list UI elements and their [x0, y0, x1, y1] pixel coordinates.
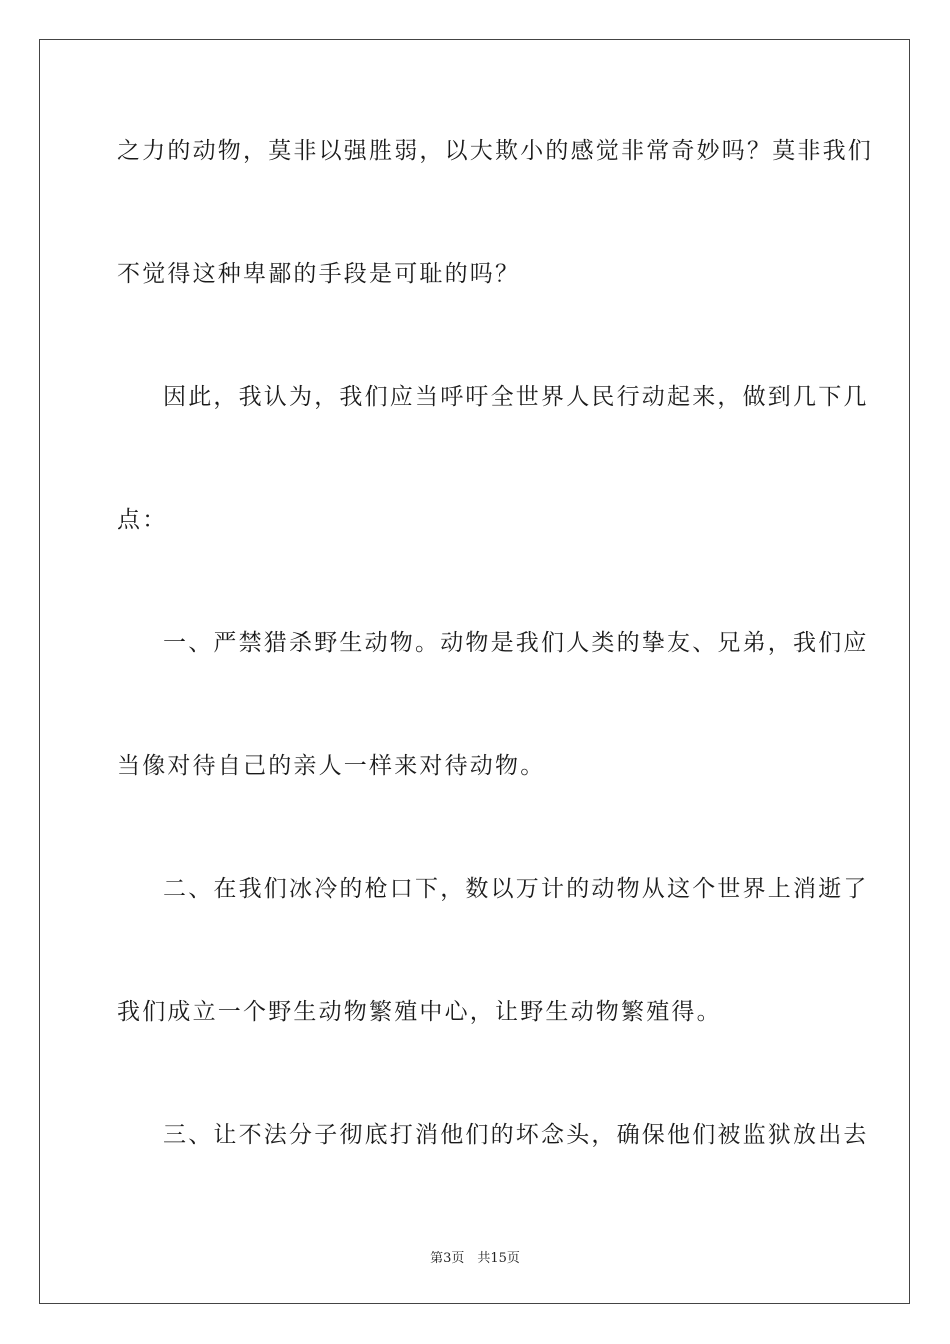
paragraph-start-line: 一、严禁猎杀野生动物。动物是我们人类的挚友、兄弟，我们应 [163, 630, 869, 656]
text-line: 点： [117, 507, 168, 533]
text-line: 不觉得这种卑鄙的手段是可耻的吗？ [117, 261, 521, 287]
text-line: 我们成立一个野生动物繁殖中心，让野生动物繁殖得。 [117, 999, 722, 1025]
paragraph-start-line: 三、让不法分子彻底打消他们的坏念头，确保他们被监狱放出去 [163, 1122, 869, 1148]
text-line: 之力的动物，莫非以强胜弱，以大欺小的感觉非常奇妙吗？莫非我们 [117, 138, 873, 164]
paragraph-start-line: 因此，我认为，我们应当呼吁全世界人民行动起来，做到几下几 [163, 384, 869, 410]
page-number-footer: 第3页 共15页 [430, 1251, 520, 1266]
text-line: 当像对待自己的亲人一样来对待动物。 [117, 753, 546, 779]
paragraph-start-line: 二、在我们冰冷的枪口下，数以万计的动物从这个世界上消逝了 [163, 876, 869, 902]
page-frame [39, 39, 910, 1304]
